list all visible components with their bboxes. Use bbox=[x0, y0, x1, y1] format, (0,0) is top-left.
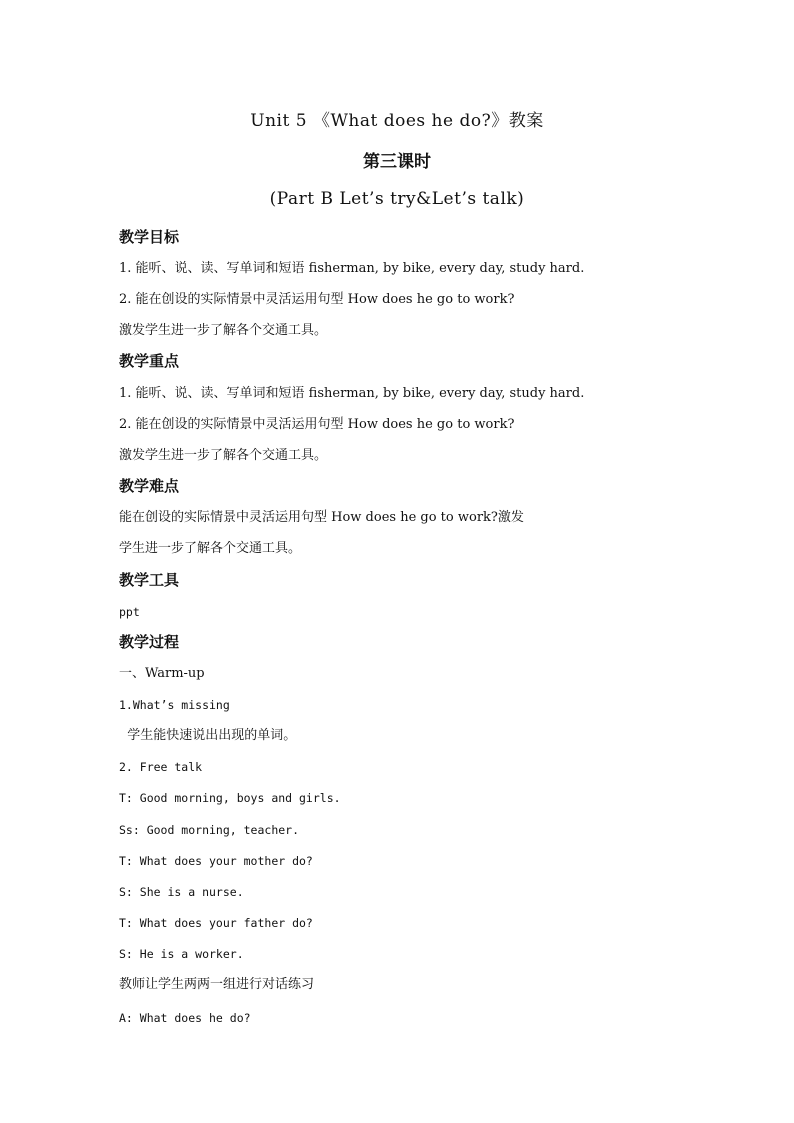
objectives-item-2: 2. 能在创设的实际情景中灵活运用句型 How does he go to work? bbox=[119, 292, 515, 307]
difficulties-item-2: 学生进一步了解各个交通工具。 bbox=[119, 541, 302, 556]
lesson-subtitle: 第三课时 bbox=[363, 152, 431, 172]
tools-heading: 教学工具 bbox=[119, 571, 180, 589]
process-line: 教师让学生两两一组进行对话练习 bbox=[119, 977, 315, 992]
process-line: T: Good morning, boys and girls. bbox=[119, 791, 341, 805]
difficulties-item-1: 能在创设的实际情景中灵活运用句型 How does he go to work?激发 bbox=[119, 510, 524, 525]
process-line: 1.What’s missing bbox=[119, 698, 230, 712]
process-heading: 教学过程 bbox=[119, 633, 180, 651]
process-line: S: He is a worker. bbox=[119, 947, 244, 961]
key-points-item-1: 1. 能听、说、读、写单词和短语 fisherman, by bike, every day, study hard. bbox=[119, 386, 585, 401]
process-line: 2. Free talk bbox=[119, 760, 203, 774]
objectives-item-1: 1. 能听、说、读、写单词和短语 fisherman, by bike, every day, study hard. bbox=[119, 261, 585, 276]
process-line: T: What does your father do? bbox=[119, 916, 313, 930]
process-line: A: What does he do? bbox=[119, 1011, 251, 1025]
key-points-heading: 教学重点 bbox=[119, 352, 180, 370]
difficulties-heading: 教学难点 bbox=[119, 477, 180, 495]
objectives-heading: 教学目标 bbox=[119, 228, 180, 246]
process-line: Ss: Good morning, teacher. bbox=[119, 823, 300, 837]
process-line: 学生能快速说出出现的单词。 bbox=[119, 728, 297, 743]
lesson-part: (Part B Let’s try&Let’s talk) bbox=[269, 189, 525, 209]
tools-item-1: ppt bbox=[119, 605, 140, 619]
objectives-item-3: 激发学生进一步了解各个交通工具。 bbox=[119, 323, 328, 338]
process-line: S: She is a nurse. bbox=[119, 885, 244, 899]
document-title: Unit 5 《What does he do?》教案 bbox=[250, 111, 544, 131]
process-line: 一、Warm-up bbox=[119, 666, 205, 681]
key-points-item-3: 激发学生进一步了解各个交通工具。 bbox=[119, 448, 328, 463]
key-points-item-2: 2. 能在创设的实际情景中灵活运用句型 How does he go to work? bbox=[119, 417, 515, 432]
process-line: T: What does your mother do? bbox=[119, 854, 313, 868]
